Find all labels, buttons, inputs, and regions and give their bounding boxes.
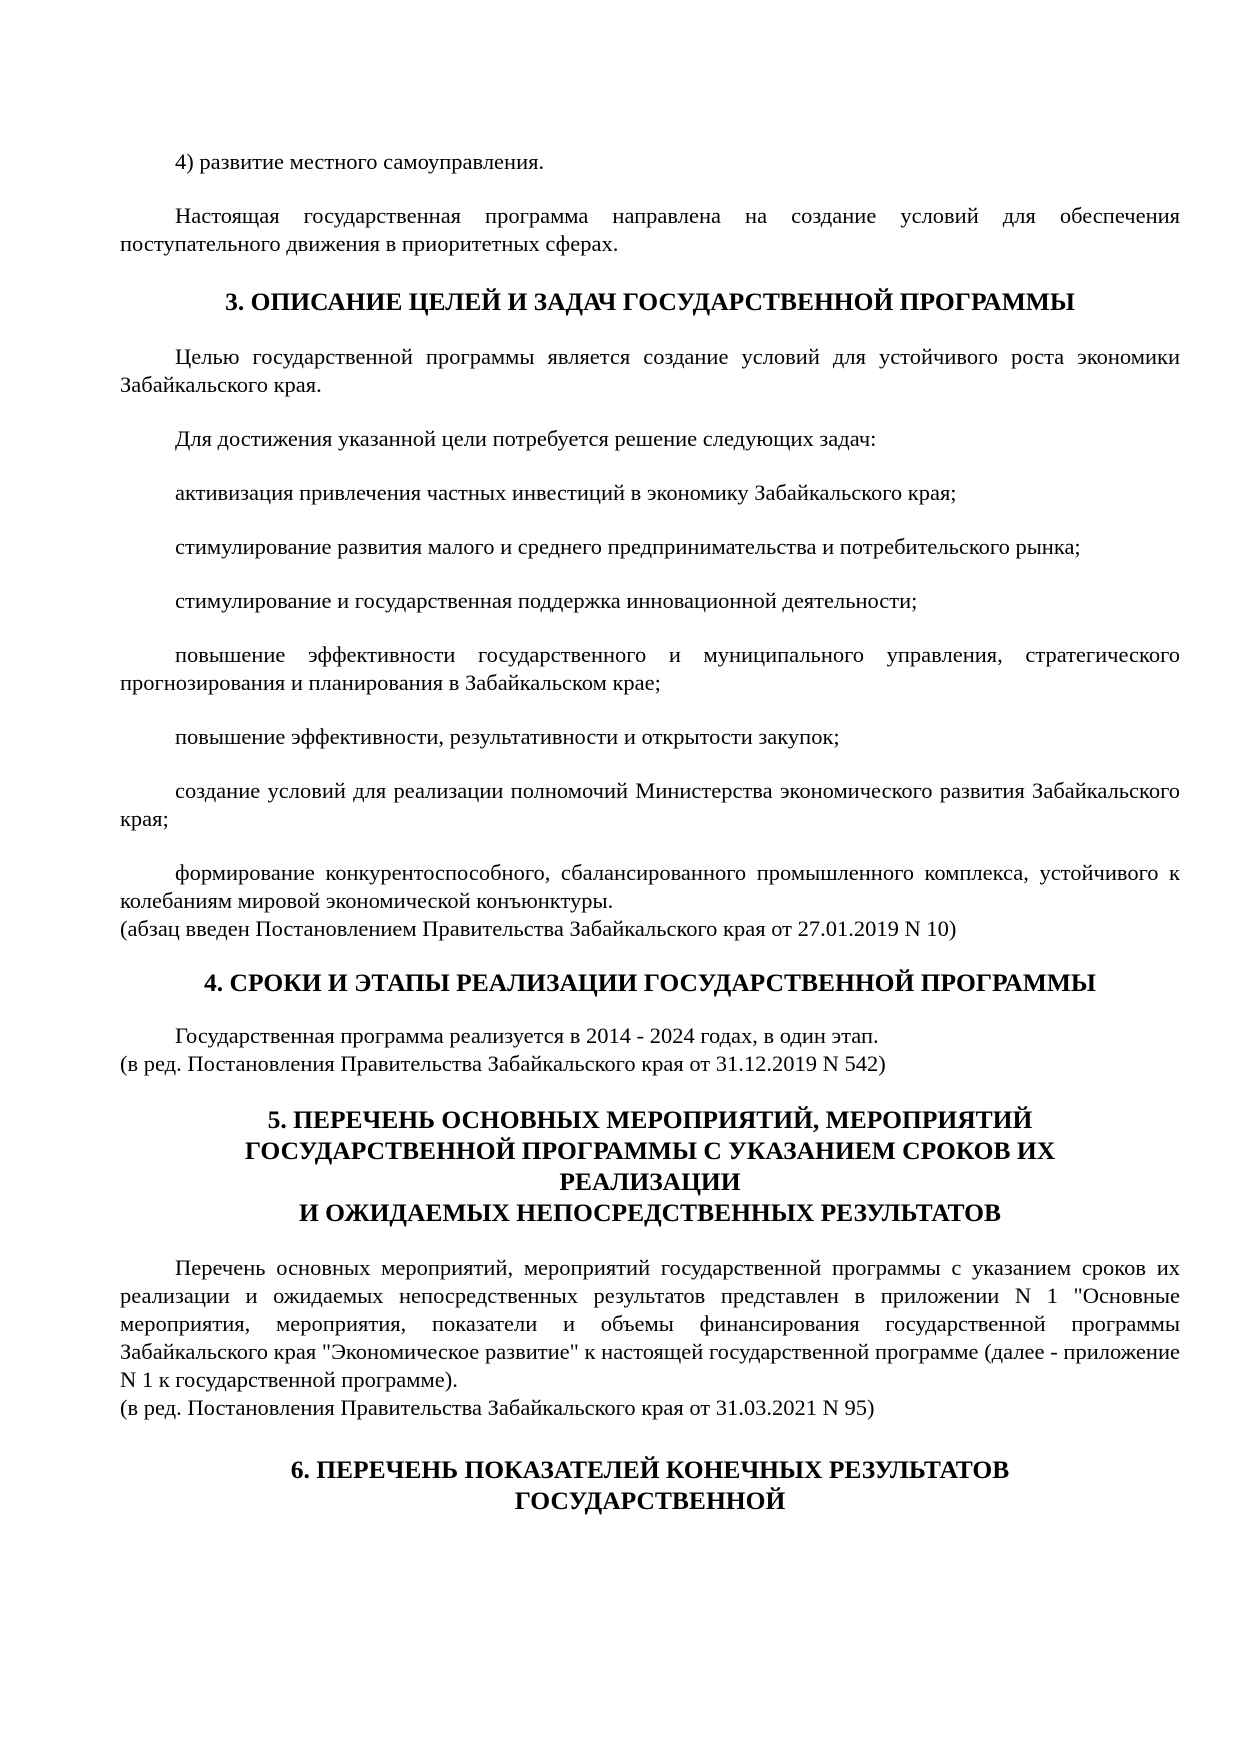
- section-3-heading: 3. ОПИСАНИЕ ЦЕЛЕЙ И ЗАДАЧ ГОСУДАРСТВЕННОЙ ПРОГРАММЫ: [225, 287, 1075, 316]
- section-5-heading-line-3: РЕАЛИЗАЦИИ: [559, 1167, 741, 1196]
- task-item-1: активизация привлечения частных инвестиций в экономику Забайкальского края;: [175, 480, 957, 505]
- task-item-3: стимулирование и государственная поддержка инновационной деятельности;: [175, 588, 918, 613]
- section-5-heading-line-1: 5. ПЕРЕЧЕНЬ ОСНОВНЫХ МЕРОПРИЯТИЙ, МЕРОПРИЯТИЙ: [267, 1105, 1033, 1134]
- section-6-heading-line-2: ГОСУДАРСТВЕННОЙ: [514, 1486, 786, 1515]
- paragraph-self-government: 4) развитие местного самоуправления.: [175, 149, 545, 174]
- section-5-heading-line-2: ГОСУДАРСТВЕННОЙ ПРОГРАММЫ С УКАЗАНИЕМ СРОКОВ ИХ: [244, 1136, 1056, 1165]
- section-6-heading: [120, 1454, 1180, 1516]
- task-item-6: создание условий для реализации полномочий Министерства экономического развития Забайкальского края;: [120, 778, 1180, 831]
- paragraph-goal: Целью государственной программы является создание условий для устойчивого роста экономики Забайкальского края.: [120, 344, 1180, 397]
- task-item-4: повышение эффективности государственного и муниципального управления, стратегического прогнозирования и планирования в Забайкальском крае;: [120, 642, 1180, 695]
- task-item-5: повышение эффективности, результативности и открытости закупок;: [175, 724, 840, 749]
- paragraph-program-aim: Настоящая государственная программа направлена на создание условий для обеспечения поступательного движения в приоритетных сферах.: [120, 203, 1180, 256]
- task-item-2: стимулирование развития малого и среднего предпринимательства и потребительского рынка;: [175, 534, 1081, 559]
- amendment-note-2: (в ред. Постановления Правительства Забайкальского края от 31.12.2019 N 542): [120, 1051, 886, 1076]
- amendment-note-1: (абзац введен Постановлением Правительства Забайкальского края от 27.01.2019 N 10): [120, 916, 957, 941]
- section-5-heading: [120, 1104, 1180, 1228]
- task-item-7: формирование конкурентоспособного, сбалансированного промышленного комплекса, устойчивого к колебаниям мировой экономической конъюнктуры.: [120, 860, 1180, 913]
- document-page: [120, 148, 1180, 1516]
- section-5-heading-line-4: И ОЖИДАЕМЫХ НЕПОСРЕДСТВЕННЫХ РЕЗУЛЬТАТОВ: [298, 1198, 1002, 1227]
- paragraph-tasks-intro: Для достижения указанной цели потребуется решение следующих задач:: [175, 426, 877, 451]
- paragraph-activities-list: Перечень основных мероприятий, мероприятий государственной программы с указанием сроков их реализации и ожидаемых непосредственных результатов представлен в приложении N 1 "Основные мероприятия, мероприятия, показатели и объемы финансирования государственной программы Забайкальского края "Экономическое развитие" к настоящей государственной программе (далее - приложение N 1 к государственной программе).: [120, 1255, 1180, 1392]
- amendment-note-3: (в ред. Постановления Правительства Забайкальского края от 31.03.2021 N 95): [120, 1395, 875, 1420]
- paragraph-terms: Государственная программа реализуется в 2014 - 2024 годах, в один этап.: [175, 1023, 879, 1048]
- section-6-heading-line-1: 6. ПЕРЕЧЕНЬ ПОКАЗАТЕЛЕЙ КОНЕЧНЫХ РЕЗУЛЬТАТОВ: [290, 1455, 1010, 1484]
- section-4-heading: 4. СРОКИ И ЭТАПЫ РЕАЛИЗАЦИИ ГОСУДАРСТВЕННОЙ ПРОГРАММЫ: [204, 968, 1096, 997]
